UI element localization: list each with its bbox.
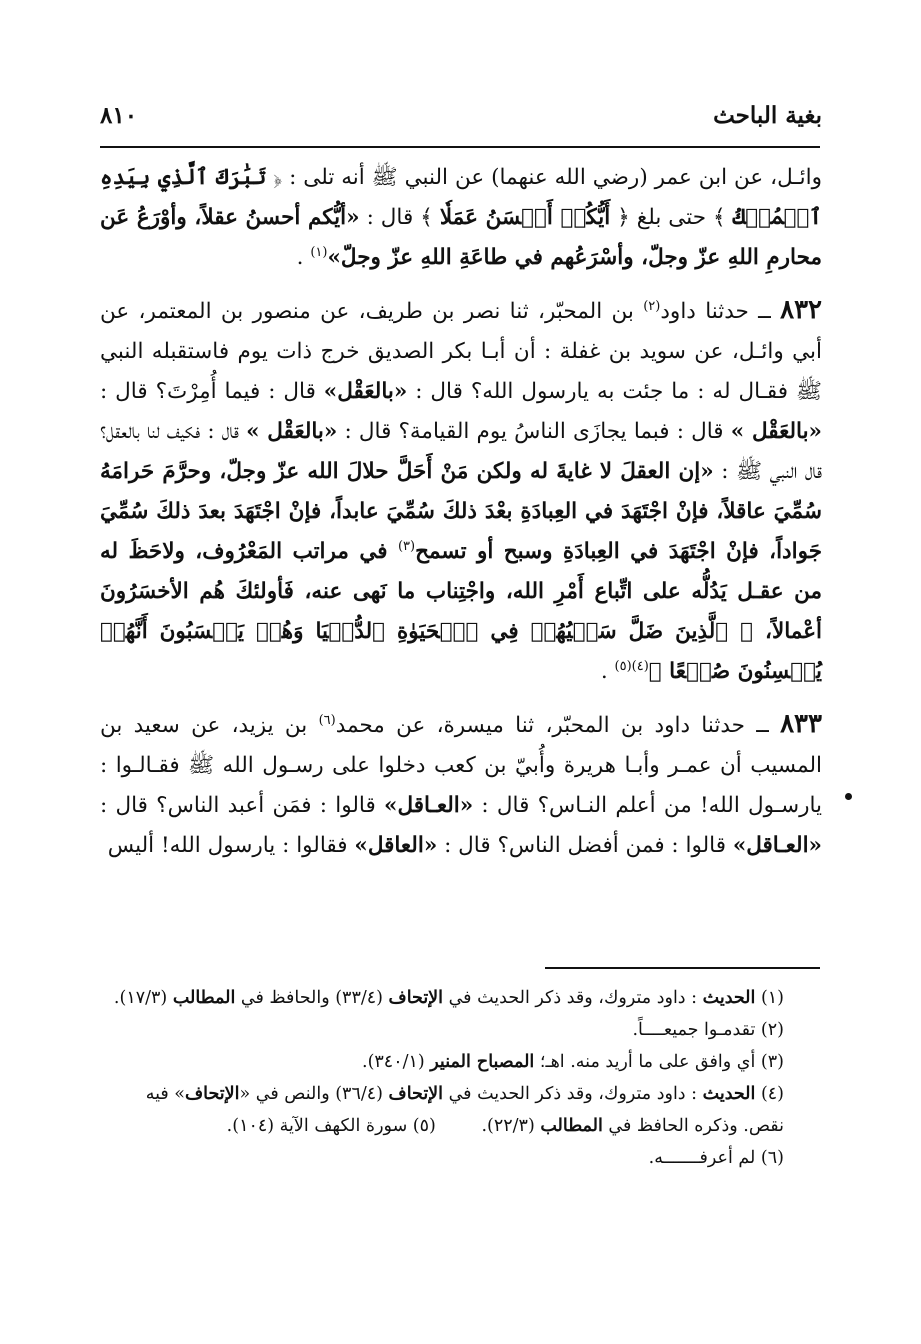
quran-verse: تَبَٰرَكَ ٱلَّذِي بِيَدِهِ ٱلۡمُلۡكُ [100, 165, 822, 230]
hadith-number: ٨٣٣ [780, 709, 822, 739]
footnote-3: (٣) أي وافق على ما أريد منه. اهـ؛ المصباح المنير (٣٤٠/١). [362, 1052, 784, 1072]
page-number: ٨١٠ [100, 101, 138, 129]
hadith-833: ٨٣٣ ــ حدثنا داود بن المحبّر، ثنا ميسرة، عن محمد$^{(٦)}$ بن يزيد، عن سعيد بن المسيب أن عمـر وأبـا هريرة وأُبيّ بن كعب دخلوا على رسـول الله ﷺ فقـالـوا : يارسـول الله! من أعلم النـاس؟ قال : «العـاقل» قالوا : فمَن أعبد الناس؟ قال : «العـاقل» قالوا : فمن أفضل الناس؟ قال : «العاقل» فقالوا : يارسول الله! أليس [100, 709, 822, 858]
footnote-ref: (٤) [631, 658, 649, 674]
footnote-5: (٥) سورة الكهف الآية (١٠٤). [226, 1116, 436, 1136]
footnotes [100, 982, 822, 1174]
main-text [100, 158, 822, 866]
hadith-number: ٨٣٢ [780, 295, 823, 325]
footnote-ref: (٦) [318, 712, 336, 728]
footnote-ref: (٢) [643, 298, 661, 314]
hadith-text: «أيُّكم أحسنُ عقلاً، وأوْرَعُ عَن محارمِ اللهِ عزّ وجلّ، وأسْرَعُهم في طاعَةِ اللهِ عزّ وجلّ» [100, 205, 822, 270]
quran-verse: ٱلَّذِينَ ضَلَّ سَعۡيُهُمۡ فِي ٱلۡحَيَوٰةِ ٱلدُّنۡيَا وَهُمۡ يَحۡسَبُونَ أَنَّهُمۡ يُحۡسِنُونَ صُنۡعًا [100, 619, 822, 684]
hadith-text: «إن العقلَ لا غايةَ له ولكن مَنْ أَحَلَّ حلالَ الله عزّ وجلّ، وحرَّمَ حَرامَهُ سُمِّيَ عاقلاً، فإنْ اجْتَهَدَ في العِبادَةِ بعْدَ ذلكَ سُمِّيَ عابداً، فإنْ اجْتَهَدَ بعدَ ذلكَ سُمِّيَ جَواداً، فإنْ اجْتَهَدَ في العِبادَةِ وسبح أو تسمح [100, 459, 822, 564]
footnote-2: (٢) تقدمـوا جميعــــاً. [632, 1020, 784, 1040]
margin-dot [845, 793, 852, 800]
quran-verse: أَيُّكُمۡ أَحۡسَنُ عَمَلٗا [439, 205, 611, 230]
footnote-4: (٤) الحديث : داود متروك، وقد ذكر الحديث في الإتحاف (٣٦/٤) والنص في «الإتحاف» فيه نقص. وذكره الحافظ في المطالب (٢٢/٣). (٥) سورة الكهف الآية (١٠٤). [145, 1084, 784, 1136]
footnote-ref: (٣) [397, 538, 416, 554]
book-title: بغية الباحث [713, 101, 822, 129]
footnote-6: (٦) لم أعرفـــــــه. [648, 1148, 784, 1168]
paragraph-continuation: وائـل، عن ابن عمر (رضي الله عنهما) عن النبي ﷺ أنه تلى : ﴿ تَبَٰرَكَ ٱلَّذِي بِيَدِهِ ٱلۡمُلۡكُ ﴾ حتى بلغ ﴿ أَيُّكُمۡ أَحۡسَنُ عَمَلٗا ﴾ قال : «أيُّكم أحسنُ عقلاً، وأوْرَعُ عَن محارمِ اللهِ عزّ وجلّ، وأسْرَعُهم في طاعَةِ اللهِ عزّ وجلّ»$^{(١)}$ . [100, 165, 822, 270]
header-divider [100, 146, 820, 148]
footnote-1: (١) الحديث : داود متروك، وقد ذكر الحديث في الإتحاف (٣٣/٤) والحافظ في المطالب (١٧/٣). [113, 988, 784, 1008]
footnote-ref: (١) [310, 244, 328, 260]
page-header [100, 95, 822, 135]
footnote-divider [545, 967, 820, 969]
footnote-ref: (٥) [614, 658, 632, 674]
hadith-832: ٨٣٢ ــ حدثنا داود$^{(٢)}$ بن المحبّر، ثنا نصر بن طريف، عن منصور بن المعتمر، عن أبي وائـل، عن سويد بن غفلة : أن أبـا بكر الصديق خرج ذات يوم فاستقبله النبي ﷺ فقـال له : ما جئت به يارسول الله؟ قال : «بالعَقْل» قال : فيما أُمِرْتَ؟ قال : «بالعَقْل » قال : فبما يجازَى الناسُ يوم القيامة؟ قال : «بالعَقْل » قال : فكيف لنا بالعقل؟ قال النبي ﷺ : «إن العقلَ لا غايةَ له ولكن مَنْ أَحَلَّ حلالَ الله عزّ وجلّ، وحرَّمَ حَرامَهُ سُمِّيَ عاقلاً، فإنْ اجْتَهَدَ في العِبادَةِ بعْدَ ذلكَ سُمِّيَ عابداً، فإنْ اجْتَهَدَ بعدَ ذلكَ سُمِّيَ جَواداً، فإنْ اجْتَهَدَ في العِبادَةِ وسبح أو تسمح$^{(٣)}$ في مراتب المَعْرُوف، ولاحَظَ له من عقـل يَدُلُّه على اتِّباع أَمْرِ الله، واجْتِناب ما نَهى عنه، فَأولئكَ هُم الأخسَرُونَ أعْمالاً، ﴿ ٱلَّذِينَ ضَلَّ سَعۡيُهُمۡ فِي ٱلۡحَيَوٰةِ ٱلدُّنۡيَا وَهُمۡ يَحۡسَبُونَ أَنَّهُمۡ يُحۡسِنُونَ صُنۡعًا ﴾$^{(٤)(٥)}$ . [100, 295, 823, 684]
